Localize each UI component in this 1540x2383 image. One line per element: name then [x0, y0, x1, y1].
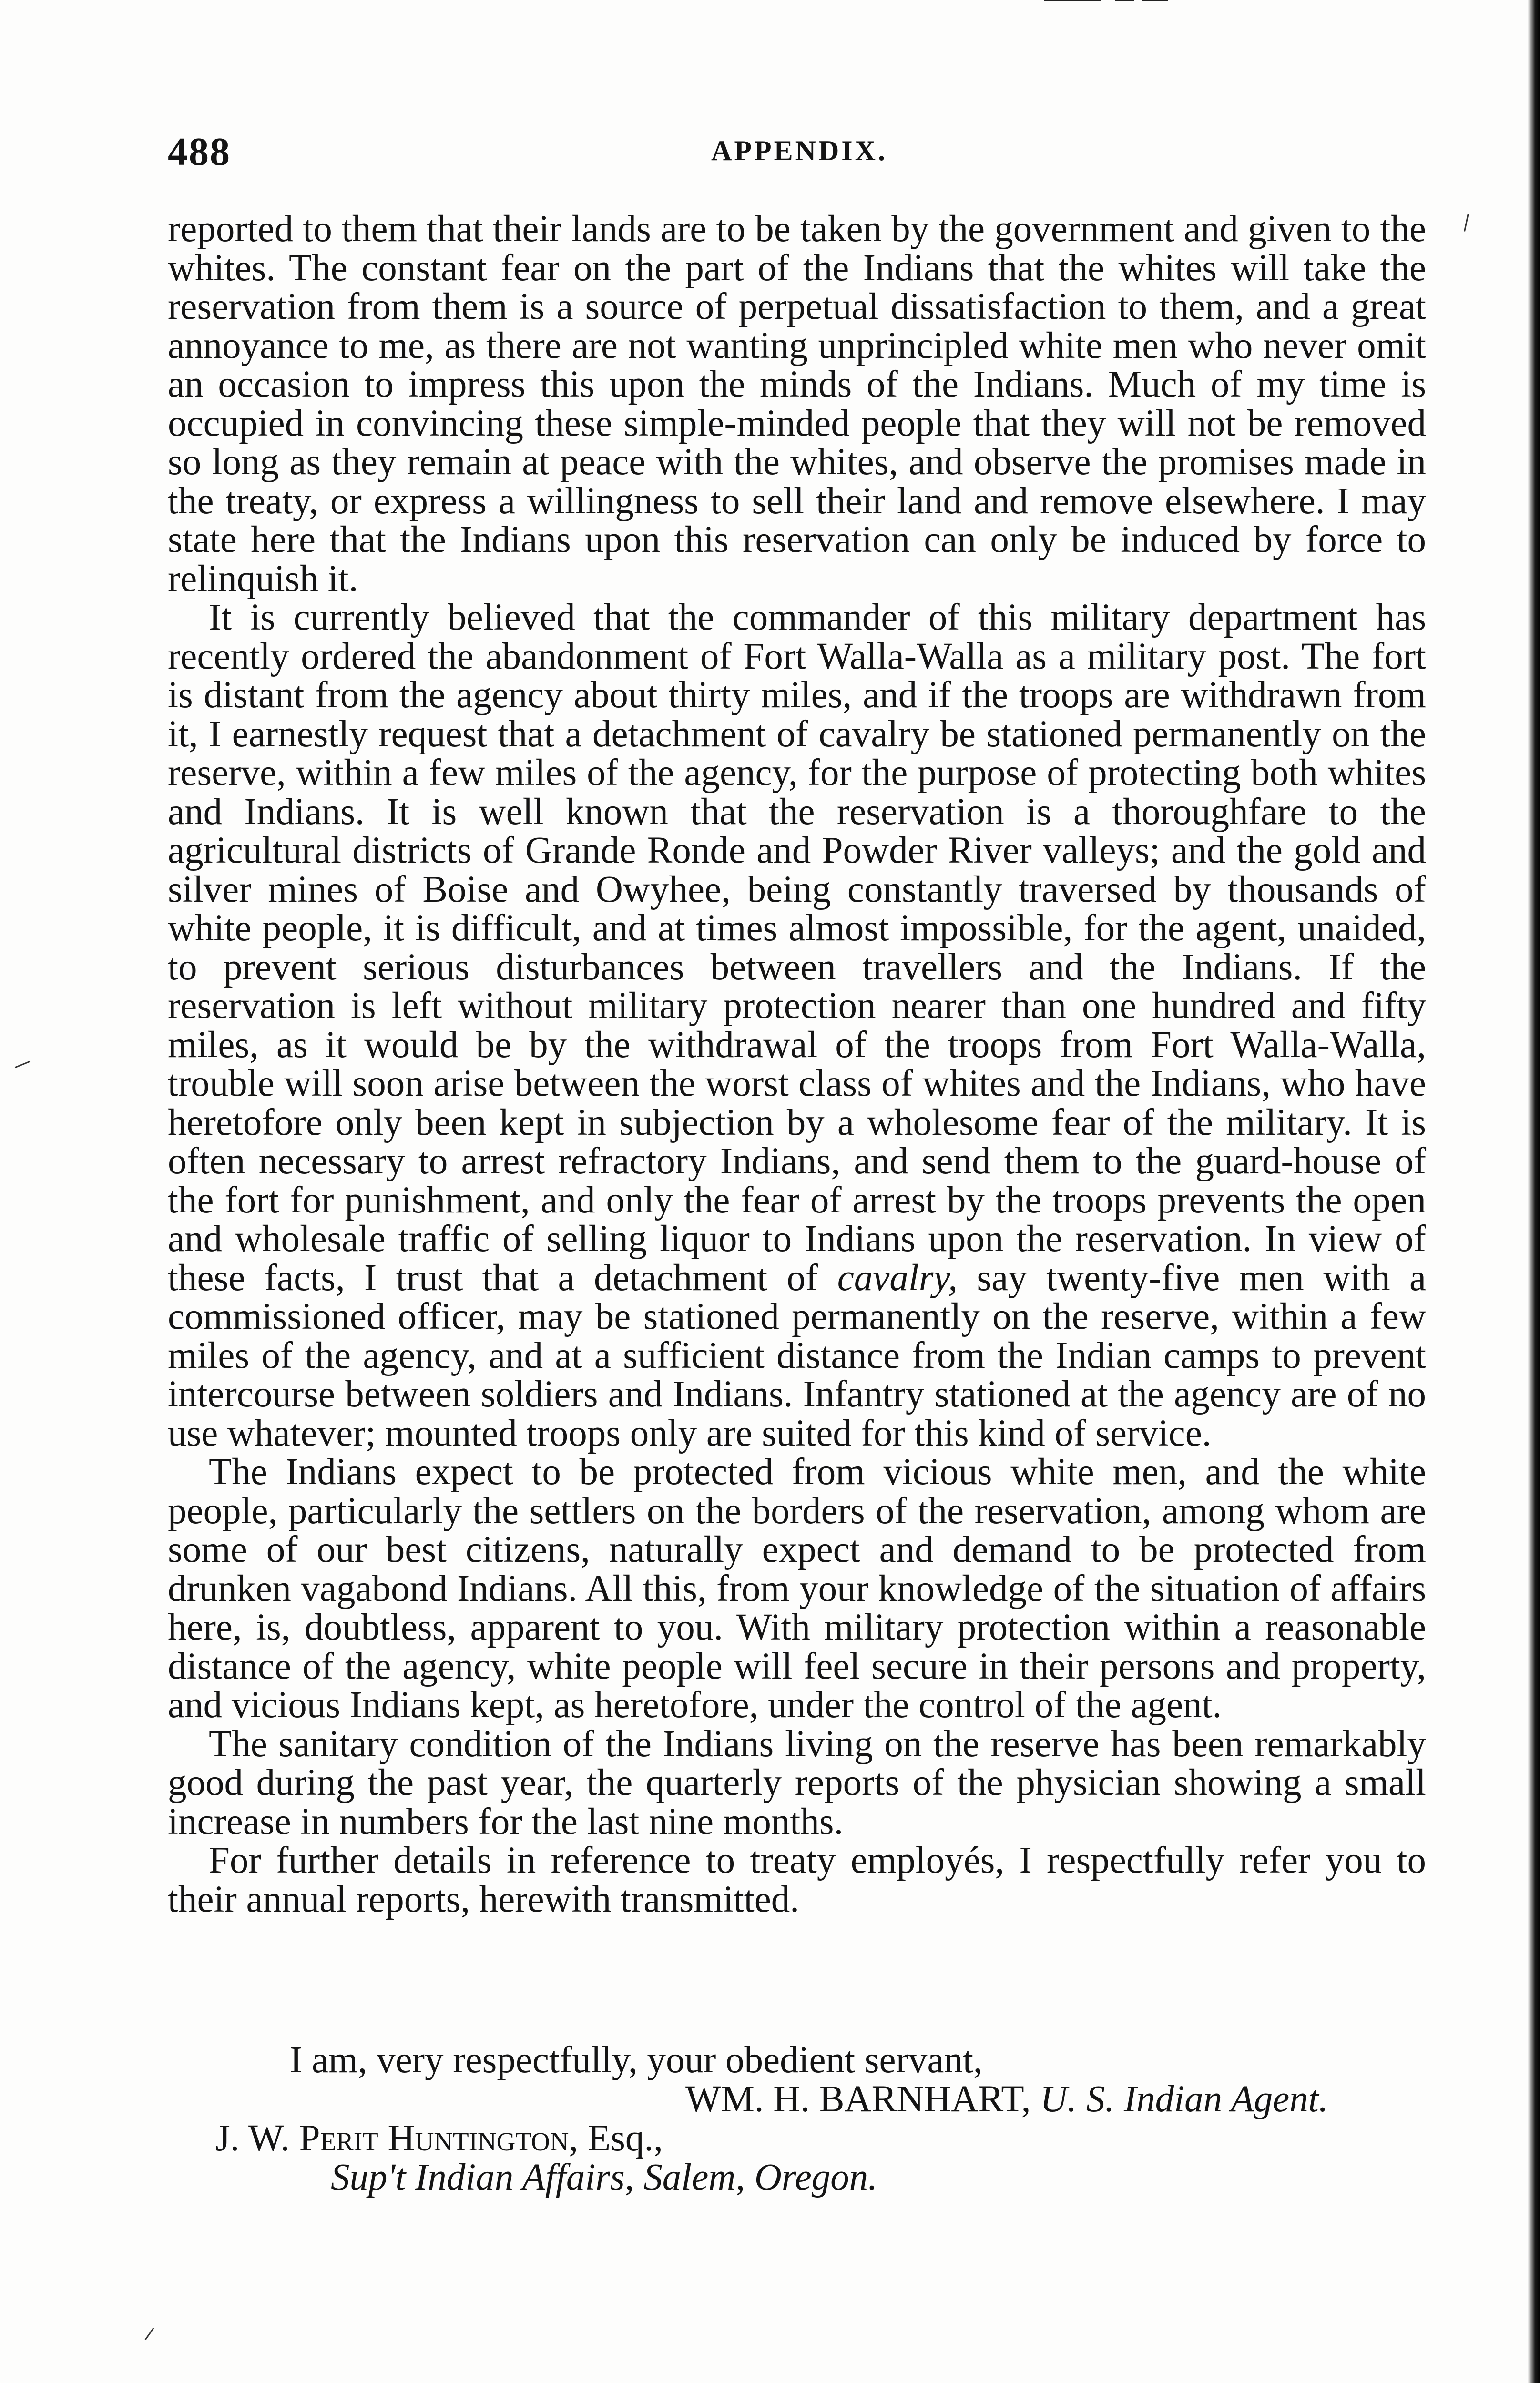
signer-name: WM. H. BARNHART, — [685, 2078, 1031, 2120]
letter-body — [168, 210, 1426, 1919]
margin-mark — [145, 2328, 154, 2340]
paragraph-2-text: It is currently believed that the commander of this military department has recently ordered the abandonment of Fort Walla-Walla as a military post. The fort is distant from the agency about thirty miles, and if the troops are withdrawn from it, I earnestly request that a detachment of cavalry be stationed permanently on the reserve, within a few miles of the agency, for the purpose of protecting both whites and Indians. It is well known that the reservation is a thoroughfare to the agricultural districts of Grande Ronde and Powder River valleys; and the gold and silver mines of Boise and Owyhee, being constantly traversed by thousands of white people, it is difficult, and at times almost impossible, for the agent, unaided, to prevent serious disturbances between travellers and the Indians. If the reservation is left without military protection nearer than one hundred and fifty miles, as it would be by the withdrawal of the troops from Fort Walla-Walla, trouble will soon arise between the worst class of whites and the Indians, who have heretofore only been kept in subjection by a wholesome fear of the military. It is often necessary to arrest refractory Indians, and send them to the guard-house of the fort for punishment, and only the fear of arrest by the troops prevents the open and wholesale traffic of selling liquor to Indians upon the reservation. In view of these facts, I trust that a detachment of — [168, 597, 1426, 1299]
paragraph-4: The sanitary condition of the Indians living on the reserve has been remarkably good during the past year, the quarterly reports of the physician showing a small increase in numbers for the last nine months. — [168, 1723, 1426, 1843]
paragraph-1: reported to them that their lands are to be taken by the government and given to the whites. The constant fear on the part of the Indians that the whites will take the reservation from them is a source of perpetual dissatisfaction to them, and a great annoyance to me, as there are not wanting unprincipled white men who never omit an occasion to impress this upon the minds of the Indians. Much of my time is occupied in convincing these simple-minded people that they will not be removed so long as they remain at peace with the whites, and observe the promises made in the treaty, or express a willingness to sell their land and remove elsewhere. I may state here that the Indians upon this reservation can only be induced by force to relinquish it. — [168, 208, 1426, 600]
paragraph-2-italic: cavalry, — [837, 1257, 958, 1299]
paragraph-2 — [168, 598, 1426, 1453]
closing-salutation: I am, very respectfully, your obedient servant, — [290, 2039, 983, 2081]
scan-edge-right — [1528, 0, 1540, 2383]
top-edge-mark — [1044, 0, 1168, 12]
page-number: 488 — [168, 130, 231, 174]
addressee-line — [215, 2119, 1474, 2158]
paragraph-5: For further details in reference to treaty employés, I respectfully refer you to their annual reports, herewith transmitted. — [168, 1840, 1426, 1920]
signature-line — [685, 2080, 1540, 2119]
margin-mark — [15, 1061, 31, 1069]
addressee-name: Perit Huntington — [299, 2118, 569, 2159]
paragraph-3: The Indians expect to be protected from vicious white men, and the white people, particularly the settlers on the borders of the reservation, among whom are some of our best citizens, naturally expect and demand to be protected from drunken vagabond Indians. All this, from your knowledge of the situation of affairs here, is, doubtless, apparent to you. With military protection within a reasonable distance of the agency, white people will feel secure in their persons and property, and vicious Indians kept, as heretofore, under the control of the agent. — [168, 1451, 1426, 1726]
running-head: APPENDIX. — [711, 135, 887, 166]
margin-mark — [1464, 214, 1469, 232]
signer-title: U. S. Indian Agent. — [1040, 2078, 1328, 2120]
paragraph-2-tail: say twenty-five men with a commissioned officer, may be stationed permanently on the reserve, within a few miles of the agency, and at a sufficient distance from the Indian camps to prevent intercourse between soldiers and Indians. Infantry stationed at the agency are of no use whatever; mounted troops only are suited for this kind of service. — [168, 1257, 1427, 1454]
addressee-suffix: , Esq., — [569, 2118, 663, 2159]
addressee-prefix: J. W. — [215, 2118, 299, 2159]
page-header — [168, 129, 1426, 181]
addressee-title: Sup't Indian Affairs, Salem, Oregon. — [331, 2157, 878, 2198]
